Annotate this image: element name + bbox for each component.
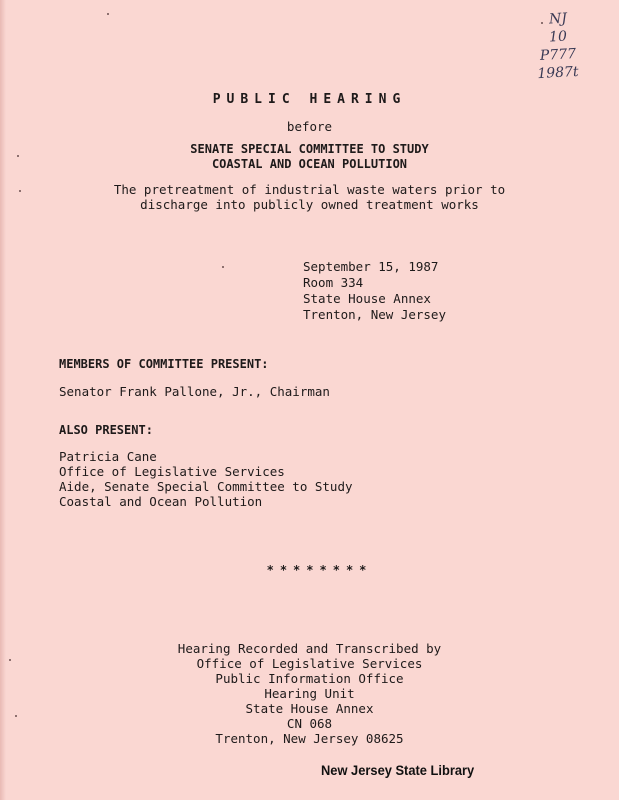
subject-line: The pretreatment of industrial waste waters prior to [113, 182, 506, 197]
scan-speck [17, 155, 19, 157]
also-present-list [59, 449, 353, 509]
hearing-city: Trenton, New Jersey [303, 307, 446, 322]
committee-line: SENATE SPECIAL COMMITTEE TO STUDY [190, 142, 429, 156]
scan-speck [222, 266, 224, 268]
hearing-date-location [303, 259, 446, 323]
separator-stars: ******** [266, 563, 373, 577]
recorded-line: Office of Legislative Services [196, 656, 423, 671]
also-present-heading: ALSO PRESENT: [59, 423, 153, 437]
document-title: PUBLIC HEARING [212, 92, 407, 107]
committee-name [0, 142, 619, 172]
also-present-line: Patricia Cane [59, 449, 157, 464]
recorded-by-block [0, 641, 619, 746]
library-stamp: New Jersey State Library [321, 762, 475, 778]
hearing-date: September 15, 1987 [303, 259, 439, 274]
also-present-line: Aide, Senate Special Committee to Study [59, 479, 353, 494]
hearing-building: State House Annex [303, 291, 431, 306]
also-present-line: Office of Legislative Services [59, 464, 285, 479]
recorded-line: State House Annex [245, 701, 374, 716]
members-list [59, 384, 330, 399]
recorded-line: Public Information Office [215, 671, 404, 686]
handwritten-line: NJ [548, 10, 568, 28]
recorded-line: Hearing Recorded and Transcribed by [177, 641, 442, 656]
scan-speck [107, 13, 109, 15]
handwritten-catalog-notes [513, 10, 603, 82]
members-heading: MEMBERS OF COMMITTEE PRESENT: [59, 357, 269, 371]
before-label: before [286, 119, 333, 134]
scan-speck [9, 659, 11, 661]
committee-line: COASTAL AND OCEAN POLLUTION [211, 157, 408, 171]
recorded-line: Trenton, New Jersey 08625 [215, 731, 404, 746]
recorded-line: Hearing Unit [264, 686, 355, 701]
recorded-line: CN 068 [286, 716, 333, 731]
subject-line: discharge into publicly owned treatment works [140, 197, 479, 212]
also-present-line: Coastal and Ocean Pollution [59, 494, 263, 509]
hearing-room: Room 334 [303, 275, 364, 290]
member-entry: Senator Frank Pallone, Jr., Chairman [59, 384, 330, 399]
scan-speck [19, 190, 21, 192]
handwritten-line: 1987t [536, 63, 580, 83]
scan-speck [541, 22, 543, 24]
scan-speck [15, 715, 17, 717]
handwritten-line: P777 [539, 46, 577, 64]
hearing-subject [0, 182, 619, 212]
handwritten-line: 10 [548, 28, 568, 46]
